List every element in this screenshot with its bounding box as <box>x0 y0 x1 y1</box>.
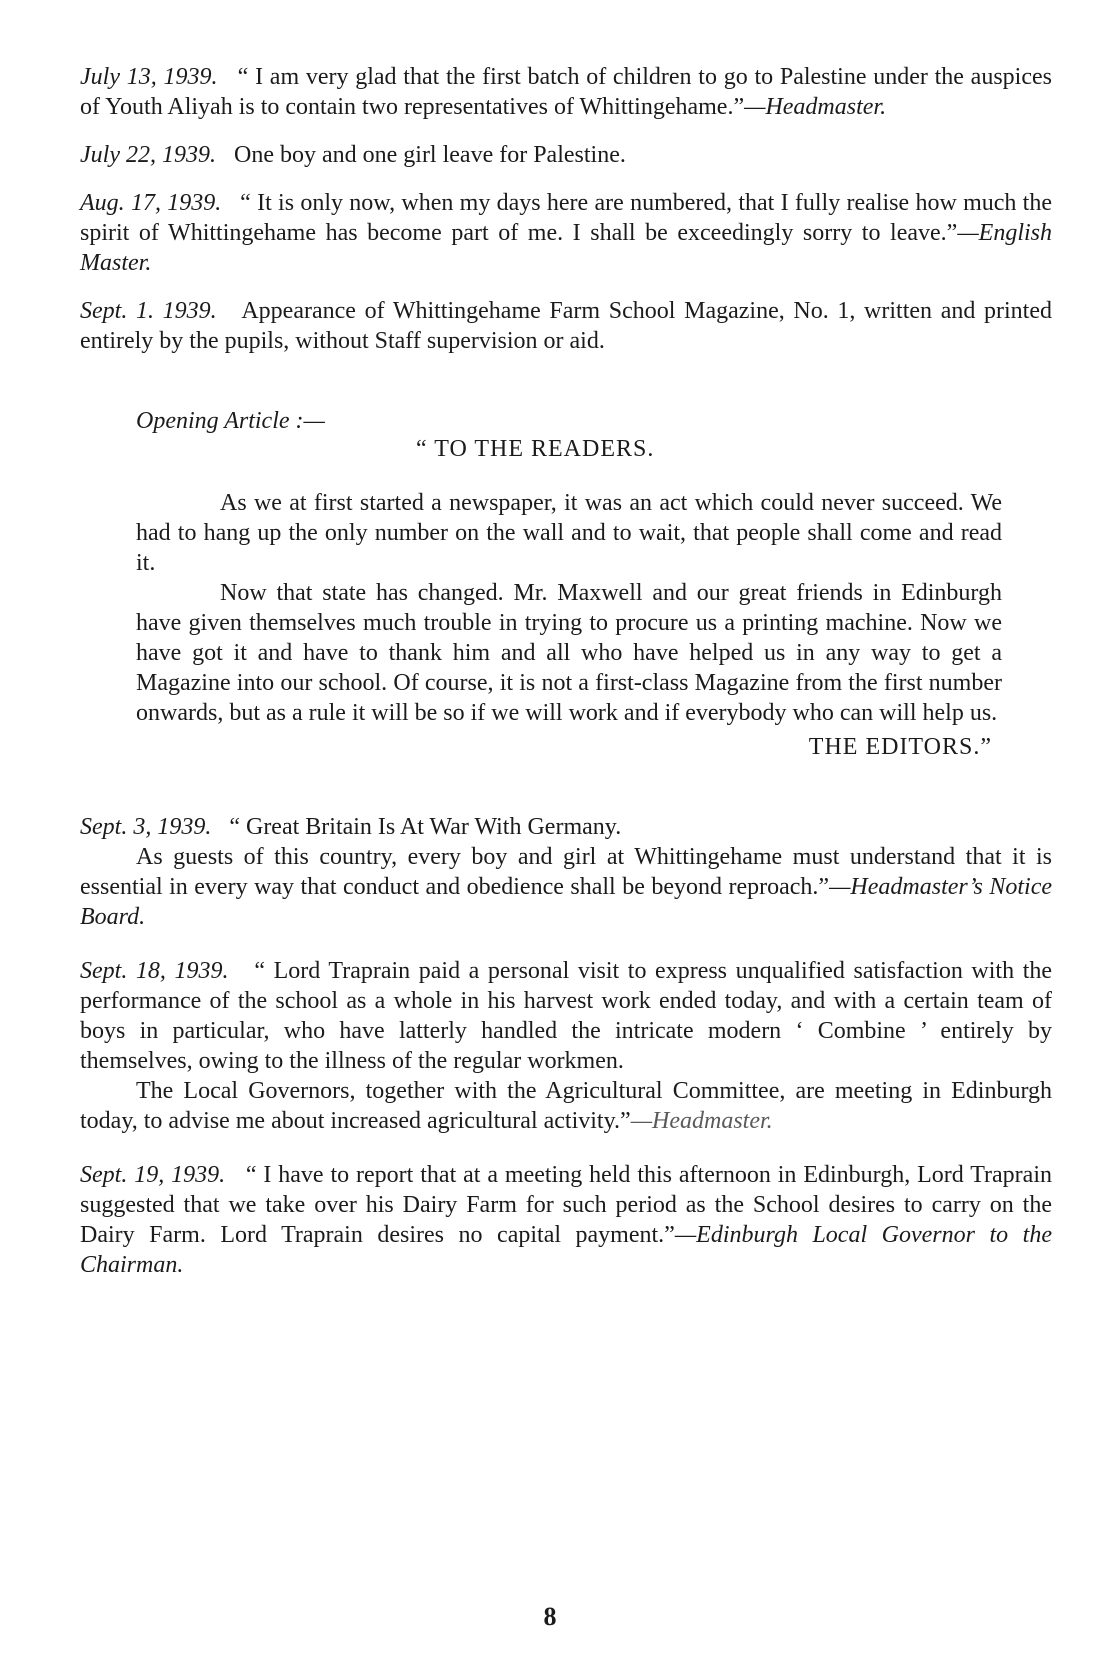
entry-july-22 <box>80 140 1052 170</box>
entry-date: Aug. 17, 1939. <box>80 190 222 216</box>
entry-attribution: —Headmaster. <box>630 1108 773 1134</box>
entry-text: One boy and one girl leave for Palestine. <box>233 142 626 168</box>
entry-date: July 22, 1939. <box>80 142 216 168</box>
article-header <box>136 406 1002 468</box>
entry-aug-17 <box>80 188 1052 278</box>
entry-date: Sept. 18, 1939. <box>80 958 229 984</box>
entry-text: “ I am very glad that the first batch of children to go to Palestine under the auspices of Youth Aliyah is to contain two representatives of Whittingehame.” <box>80 64 1052 120</box>
article-heading: “ TO THE READERS. <box>416 436 655 462</box>
entry-date: Sept. 1. 1939. <box>80 298 217 324</box>
entry-date: July 13, 1939. <box>80 64 218 90</box>
opening-article <box>136 406 1002 762</box>
opening-article-label: Opening Article :— <box>136 408 325 434</box>
entry-date: Sept. 3, 1939. <box>80 814 212 840</box>
article-paragraph: Now that state has changed. Mr. Maxwell and our great friends in Edinburgh have given themselves much trouble in trying to procure us a printing machine. Now we have got it and have to thank him and all who have helped us in any way to get a Magazine into our school. Of course, it is not a first-class Magazine from the first number onwards, but as a rule it will be so if we will work and if everybody who can will help us. <box>136 580 1002 726</box>
entry-sept-3 <box>80 812 1052 932</box>
entry-sept-18 <box>80 956 1052 1136</box>
entry-date: Sept. 19, 1939. <box>80 1162 226 1188</box>
article-body <box>136 488 1002 728</box>
entry-sept-19 <box>80 1160 1052 1280</box>
entry-attribution: —English Master. <box>80 220 1052 276</box>
entry-attribution: —Headmaster. <box>744 94 887 120</box>
entry-continuation: As guests of this country, every boy and girl at Whittingehame must understand that it is essential in every way that conduct and obedience shall be beyond reproach.” <box>80 844 1052 900</box>
entry-text: “ I have to report that at a meeting held this afternoon in Edinburgh, Lord Traprain suggested that we take over his Dairy Farm for such period as the School desires to carry on the Dairy Farm. Lord Traprain desires no capital payment.” <box>80 1162 1052 1248</box>
article-signature: THE EDITORS.” <box>808 734 992 760</box>
entry-text: “ It is only now, when my days here are numbered, that I fully realise how much the spirit of Whittingehame has become part of me. I shall be exceedingly sorry to leave.” <box>80 190 1052 246</box>
entry-attribution: —Edinburgh Local Governor to the Chairman. <box>80 1222 1052 1278</box>
entry-attribution: —Headmaster’s Notice Board. <box>80 874 1052 930</box>
entry-text: “ Lord Traprain paid a personal visit to express unqualified satisfaction with the performance of the school as a whole in his harvest work ended today, and with a certain team of boys in particular, who have latterly handled the intricate modern ‘ Combine ’ entirely by themselves, owing to the illness of the regular workmen. <box>80 958 1053 1074</box>
document-page <box>80 62 1052 1280</box>
entry-text: Appearance of Whittingehame Farm School Magazine, No. 1, written and printed entirely by the pupils, without Staff supervision or aid. <box>80 298 1052 354</box>
entry-july-13 <box>80 62 1052 122</box>
article-paragraph: As we at first started a newspaper, it was an act which could never succeed. We had to hang up the only number on the wall and to wait, that people shall come and read it. <box>136 490 1002 576</box>
entry-text: “ Great Britain Is At War With Germany. <box>229 814 622 840</box>
page-number: 8 <box>543 1602 557 1631</box>
entry-continuation: The Local Governors, together with the Agricultural Committee, are meeting in Edinburgh today, to advise me about increased agricultural activity.” <box>80 1078 1052 1134</box>
entry-sept-1 <box>80 296 1052 356</box>
